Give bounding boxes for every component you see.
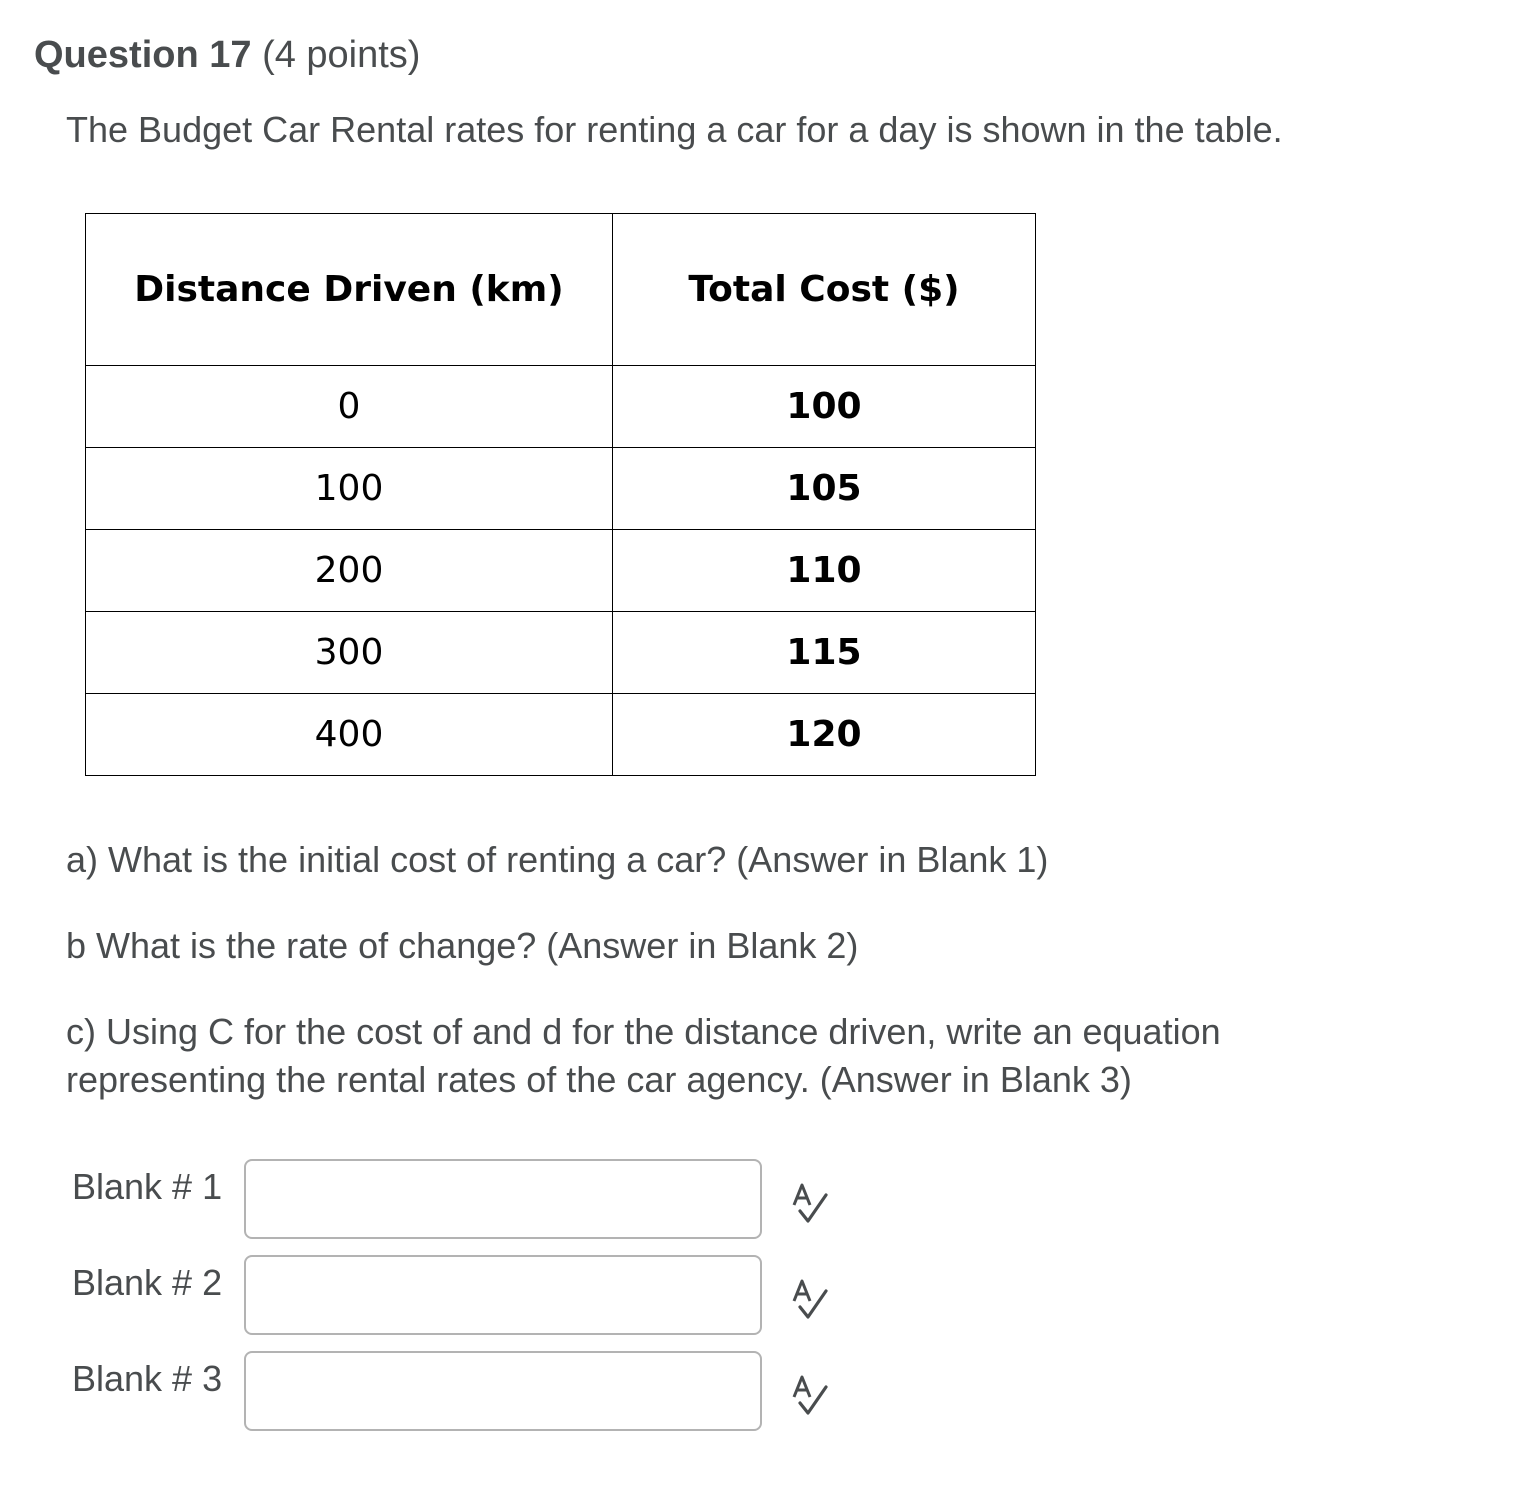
- cost-cell: 110: [613, 530, 1036, 612]
- blank-input-2[interactable]: [244, 1255, 762, 1335]
- part-c-line-2: representing the rental rates of the car agency. (Answer in Blank 3): [66, 1059, 1132, 1100]
- blank-row-2: [72, 1255, 872, 1339]
- cost-cell: 105: [613, 448, 1036, 530]
- spell-check-icon[interactable]: [790, 1369, 834, 1419]
- table-row: [86, 366, 1036, 448]
- distance-cell: 100: [86, 448, 613, 530]
- cost-cell: 100: [613, 366, 1036, 448]
- blank-label-2: Blank # 2: [72, 1262, 223, 1303]
- distance-cell: 400: [86, 694, 613, 776]
- question-intro: The Budget Car Rental rates for renting a car for a day is shown in the table.: [66, 109, 1283, 150]
- header-distance: Distance Driven (km): [86, 214, 613, 366]
- table-row: [86, 530, 1036, 612]
- distance-cell: 300: [86, 612, 613, 694]
- part-a-question: a) What is the initial cost of renting a car? (Answer in Blank 1): [66, 839, 1049, 880]
- question-title: Question 17: [34, 34, 252, 76]
- blank-row-3: [72, 1351, 872, 1435]
- table-row: [86, 612, 1036, 694]
- table-row: [86, 448, 1036, 530]
- cost-cell: 120: [613, 694, 1036, 776]
- question-header: [34, 30, 420, 80]
- header-total-cost: Total Cost ($): [613, 214, 1036, 366]
- spell-check-icon[interactable]: [790, 1273, 834, 1323]
- part-c-line-1: c) Using C for the cost of and d for the distance driven, write an equation: [66, 1011, 1221, 1052]
- blank-input-1[interactable]: [244, 1159, 762, 1239]
- blank-label-1: Blank # 1: [72, 1166, 223, 1207]
- cost-cell: 115: [613, 612, 1036, 694]
- question-points: (4 points): [262, 34, 421, 76]
- table-row: [86, 694, 1036, 776]
- blank-input-3[interactable]: [244, 1351, 762, 1431]
- blank-label-3: Blank # 3: [72, 1358, 223, 1399]
- table-header-row: [86, 214, 1036, 366]
- rental-rates-table: [85, 213, 1036, 776]
- distance-cell: 200: [86, 530, 613, 612]
- part-c-question: [66, 1008, 1221, 1104]
- blank-row-1: [72, 1159, 872, 1243]
- spell-check-icon[interactable]: [790, 1177, 834, 1227]
- part-b-question: b What is the rate of change? (Answer in Blank 2): [66, 925, 859, 966]
- distance-cell: 0: [86, 366, 613, 448]
